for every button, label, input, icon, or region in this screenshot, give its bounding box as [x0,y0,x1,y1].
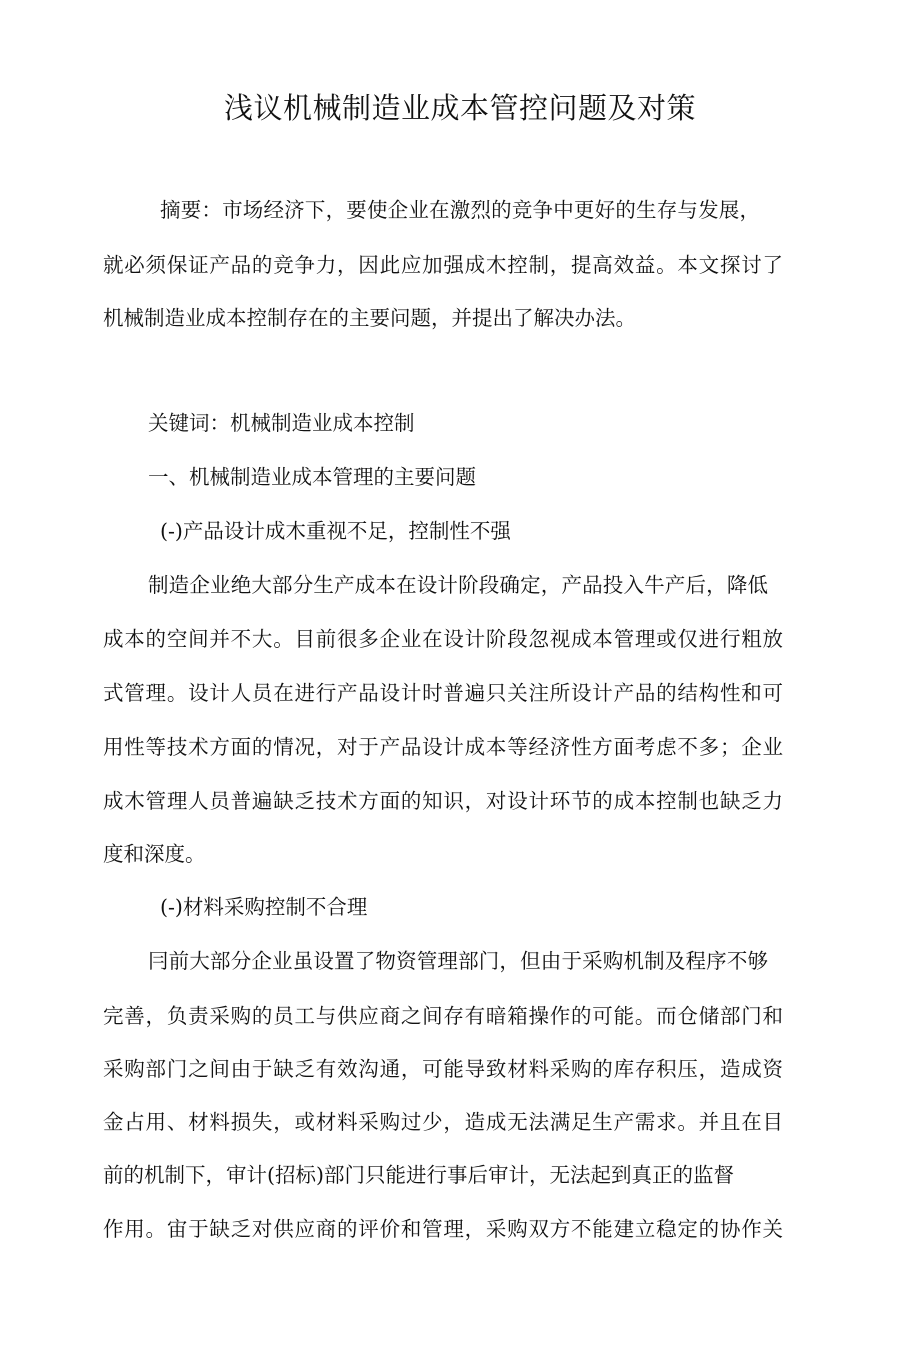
abstract-line: 摘要：市场经济下，要使企业在激烈的竞争中更好的生存与发展， [160,198,760,222]
paragraph-line: 式管理。设计人员在进行产品设计时普遍只关注所设计产品的结构性和可 [103,681,783,705]
paragraph-line: 成本的空间并不大。目前很多企业在设计阶段忽视成本管理或仅进行粗放 [103,627,783,651]
paragraph-line: 完善，负责采购的员工与供应商之间存有暗箱操作的可能。而仓储部门和 [103,1004,783,1028]
document-title: 浅议机械制造业成本管控问题及对策 [223,91,696,125]
paragraph-line: 用性等技术方面的情况，对于产品设计成本等经济性方面考虑不多；企业 [103,735,783,759]
paragraph-line: 采购部门之间由于缺乏有效沟通，可能导致材料采购的库存积压，造成资 [103,1057,783,1081]
keywords: 关键词：机械制造业成本控制 [148,411,415,435]
abstract-line: 就必须保证产品的竞争力，因此应加强成木控制，提高效益。本文探讨了 [103,253,783,277]
paragraph-line: 作用。宙于缺乏对供应商的评价和管理，采购双方不能建立稳定的协作关 [103,1217,783,1241]
paragraph-line: 前的机制下，审计(招标)部门只能进行事后审计，无法起到真正的监督 [103,1163,734,1187]
paragraph-line: 成木管理人员普遍缺乏技术方面的知识，对设计环节的成本控制也缺乏力 [103,789,783,813]
paragraph-line: 冃前大部分企业虽设置了物资管理部门，但由于采购机制及程序不够 [148,949,768,973]
paragraph-line: 制造企业绝大部分生产成本在设计阶段确定，产品投入牛产后，降低 [148,573,768,597]
paragraph-line: 度和深度。 [103,842,206,866]
section-heading: 一、机械制造业成本管理的主要问题 [148,465,476,489]
subsection-heading: (-)产品设计成木重视不足，控制性不强 [160,519,511,543]
paragraph-line: 金占用、材料损失，或材料采购过少，造成无法满足生产需求。并且在目 [103,1110,783,1134]
abstract-line: 机械制造业成本控制存在的主要问题，并提出了解决办法。 [103,306,636,330]
subsection-heading: (-)材料采购控制不合理 [160,895,368,919]
